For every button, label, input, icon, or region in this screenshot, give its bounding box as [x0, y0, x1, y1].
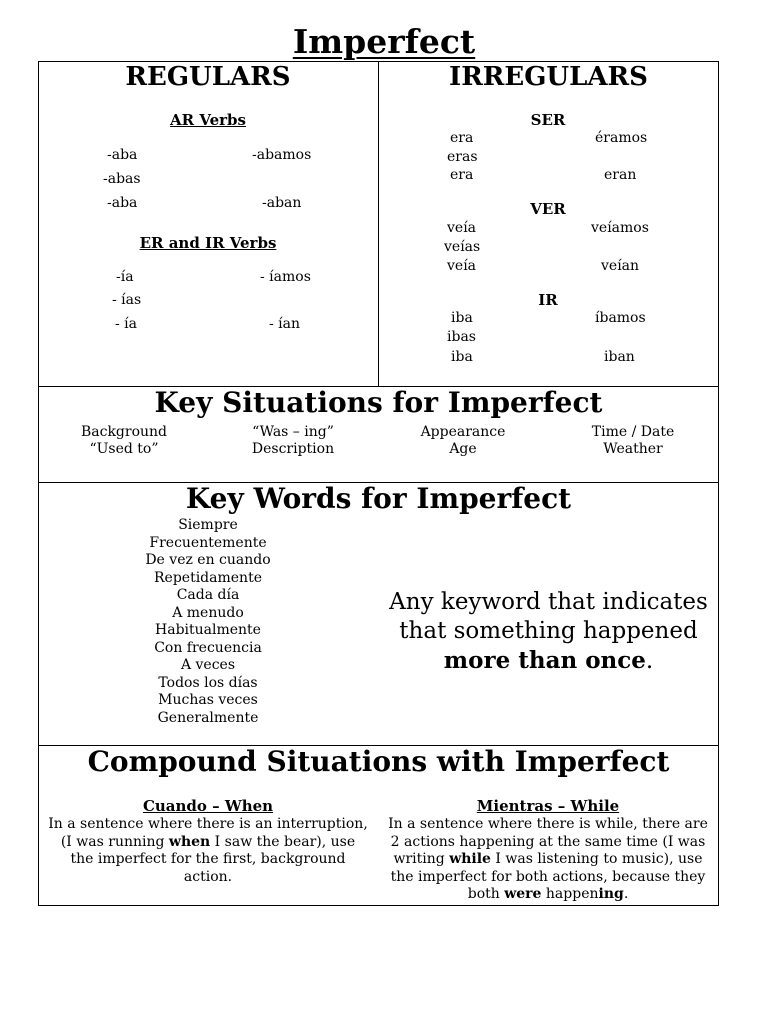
keyword-item: Muchas veces: [158, 692, 258, 708]
conjugation: iba: [451, 310, 473, 326]
keyword-note-line: Any keyword that indicates: [389, 589, 708, 615]
mientras-heading: Mientras – While: [476, 797, 620, 815]
keyword-item: De vez en cuando: [145, 552, 271, 568]
situation-item: Background: [80, 424, 168, 440]
keyword-item: Habitualmente: [155, 622, 261, 638]
situation-item: Appearance: [420, 424, 506, 440]
mientras-emphasis: ing: [598, 886, 624, 902]
cuando-text-part: I saw the bear), use the imperfect for the first, background action.: [70, 833, 356, 885]
situation-item: “Used to”: [89, 441, 159, 457]
cuando-emphasis: when: [168, 833, 211, 850]
conjugation: era: [450, 167, 474, 183]
conjugation: -aba: [107, 147, 138, 163]
keyword-item: Todos los días: [158, 674, 258, 691]
conjugation: iban: [604, 349, 635, 365]
mientras-text-part: .: [623, 886, 629, 902]
keyword-item: Con frecuencia: [154, 639, 262, 656]
conjugation: - íamos: [260, 269, 311, 285]
conjugation: - ían: [269, 316, 301, 332]
situation-item: Time / Date: [591, 424, 675, 440]
regulars-heading: REGULARS: [125, 62, 291, 92]
conjugation: eras: [447, 149, 478, 165]
cuando-heading: Cuando – When: [142, 797, 274, 815]
column-divider: [378, 61, 379, 386]
conjugation: iba: [451, 349, 473, 365]
page-title: Imperfect: [292, 22, 476, 61]
keyword-note-line: that something happened: [399, 618, 698, 644]
ir-heading: IR: [538, 291, 558, 309]
mientras-text-part: In a sentence where there is while, there are 2 actions happening at the same time (I was writing: [388, 816, 708, 867]
conjugation: -aban: [262, 195, 302, 211]
conjugation: veía: [447, 220, 477, 236]
key-words-heading: Key Words for Imperfect: [185, 482, 572, 515]
conjugation: - ías: [112, 292, 142, 308]
conjugation: íbamos: [595, 310, 646, 326]
cuando-text-part: In a sentence where there is an interruption, (I was running: [48, 816, 368, 850]
er-ir-verbs-heading: ER and IR Verbs: [139, 234, 277, 252]
situation-item: Weather: [603, 441, 663, 457]
conjugation: veías: [444, 239, 481, 255]
keyword-list: [108, 517, 308, 727]
keyword-item: Repetidamente: [154, 569, 262, 586]
conjugation: veíamos: [591, 220, 649, 236]
mientras-text-part: happen: [541, 886, 599, 902]
conjugation: -abas: [103, 171, 141, 187]
compound-heading: Compound Situations with Imperfect: [87, 745, 670, 778]
mientras-text-part: I was listening to music), use the imperfect for both actions, because they both: [390, 851, 706, 902]
conjugation: era: [450, 130, 474, 146]
ver-heading: VER: [530, 200, 566, 218]
conjugation: -ía: [116, 269, 134, 285]
conjugation: éramos: [595, 130, 648, 146]
conjugation: veían: [601, 258, 640, 274]
ar-verbs-heading: AR Verbs: [170, 111, 246, 129]
keyword-item: Cada día: [176, 587, 240, 603]
mientras-emphasis: were: [504, 886, 542, 902]
conjugation: ibas: [447, 329, 476, 345]
ser-heading: SER: [530, 111, 566, 129]
situation-item: Age: [449, 441, 477, 457]
keyword-item: Frecuentemente: [149, 534, 267, 551]
key-situations-heading: Key Situations for Imperfect: [154, 386, 603, 419]
keyword-note-emphasis: more than once: [443, 647, 646, 674]
situation-item: “Was – ing”: [252, 424, 334, 440]
keyword-item: A veces: [180, 657, 236, 673]
irregulars-heading: IRREGULARS: [449, 62, 648, 92]
conjugation: -aba: [107, 195, 138, 211]
cuando-text: [48, 816, 368, 886]
keyword-item: Siempre: [178, 517, 238, 533]
mientras-text: [388, 816, 708, 904]
mientras-emphasis: while: [449, 851, 491, 867]
keyword-item: A menudo: [172, 604, 244, 621]
keyword-item: Generalmente: [157, 709, 259, 726]
conjugation: veía: [447, 258, 477, 274]
conjugation: -abamos: [252, 147, 312, 163]
keyword-note: [378, 588, 719, 676]
situation-item: Description: [251, 441, 335, 457]
keyword-note-end: .: [645, 648, 654, 674]
conjugation: eran: [604, 167, 637, 183]
keyword-note-line: [378, 646, 719, 676]
conjugation: - ía: [115, 316, 138, 332]
